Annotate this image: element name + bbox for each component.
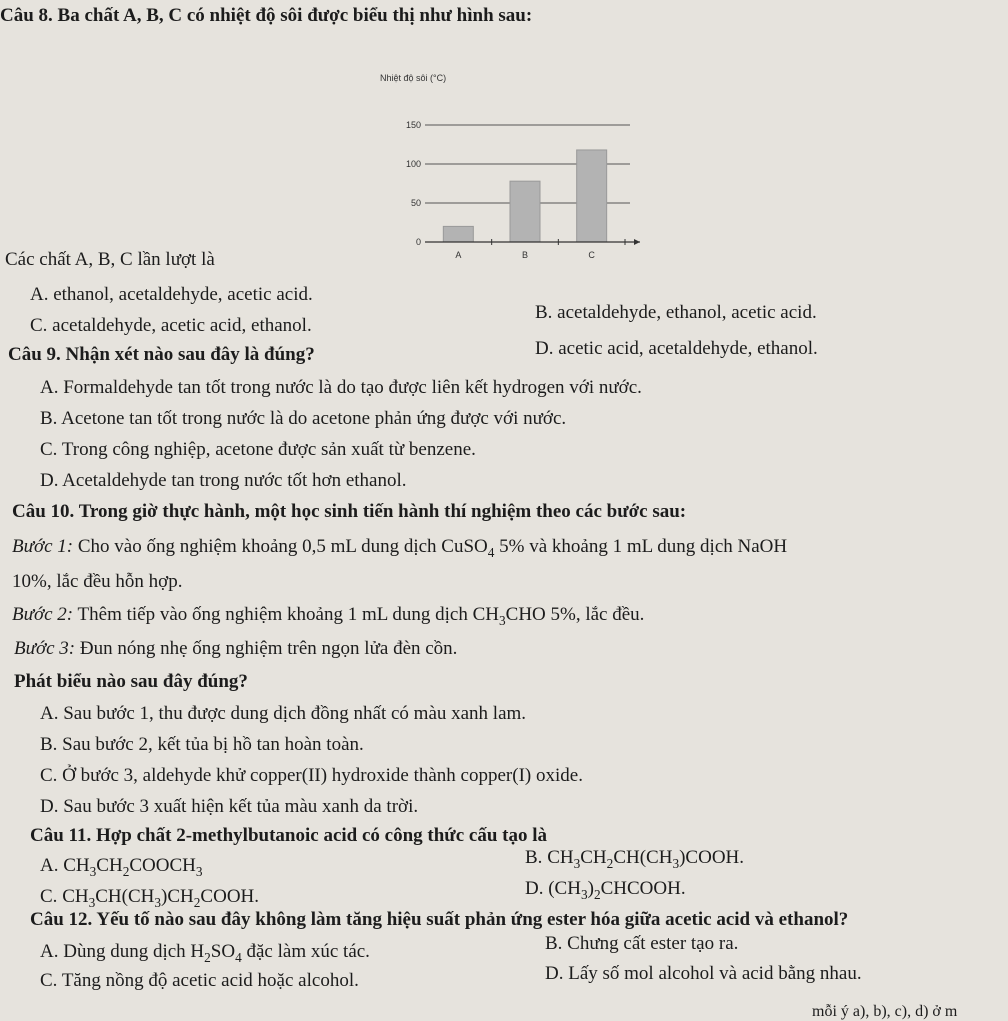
q8-lead: Các chất A, B, C lần lượt là — [5, 249, 215, 270]
formula-subscript: 3 — [154, 894, 162, 910]
q9-stem — [8, 345, 315, 366]
q11-formula-d — [548, 878, 686, 902]
q12-stem-text-b: làm tăng hiệu suất phản ứng ester hóa giữa acetic acid và ethanol? — [305, 909, 849, 930]
chart-ylabel: Nhiệt độ sôi (°C) — [380, 73, 447, 83]
q12-option-b: B. Chưng cất ester tạo ra. — [545, 933, 739, 954]
q11-option-b — [525, 848, 744, 871]
formula-subscript: 2 — [606, 855, 614, 871]
q10-step2-text-b: CHO 5%, lắc đều. — [505, 604, 645, 625]
formula-part: CH(CH — [613, 847, 673, 868]
q11-option-d-label: D. — [525, 878, 549, 899]
boiling-point-bar-chart — [355, 70, 655, 275]
q11-formula-a — [63, 855, 203, 879]
formula-subscript: 2 — [193, 894, 201, 910]
q10-option-c: C. Ở bước 3, aldehyde khử copper(II) hydroxide thành copper(I) oxide. — [40, 765, 583, 786]
formula-part: CH — [63, 855, 90, 876]
formula-subscript: 3 — [89, 863, 97, 879]
q9-option-c: C. Trong công nghiệp, acetone được sản xuất từ benzene. — [40, 439, 476, 460]
y-tick-label: 100 — [405, 159, 421, 169]
q11-formula-b — [547, 847, 745, 871]
q10-step1 — [12, 537, 787, 560]
formula-part: ) — [587, 878, 594, 899]
q12-option-a-text-c: đặc làm xúc tác. — [241, 941, 370, 962]
formula-part: CH — [96, 855, 123, 876]
q10-stem — [12, 502, 686, 523]
formula-part: CHCOOH. — [600, 878, 686, 899]
q12-option-a-text-b: SO — [210, 941, 236, 962]
q11-option-c-label: C. — [40, 886, 63, 907]
y-tick-label: 150 — [405, 120, 421, 130]
formula-subscript: 3 — [195, 863, 203, 879]
q10-option-a: A. Sau bước 1, thu được dung dịch đồng nhất có màu xanh lam. — [40, 703, 527, 724]
formula-subscript: 3 — [573, 855, 581, 871]
q12-stem — [30, 910, 848, 931]
q10-stem-text: Trong giờ thực hành, một học sinh tiến hành thí nghiệm theo các bước sau: — [74, 501, 687, 522]
q11-option-c — [40, 887, 259, 910]
q10-step1-label: Bước 1: — [12, 536, 74, 557]
q10-step1-cont: 10%, lắc đều hỗn hợp. — [12, 571, 183, 592]
formula-subscript: 3 — [580, 886, 588, 902]
y-tick-label: 0 — [415, 237, 421, 247]
chart-labels — [406, 120, 595, 260]
q10-step2-sub: 3 — [498, 612, 506, 628]
q10-step3-text: Đun nóng nhẹ ống nghiệm trên ngọn lửa đèn cồn. — [75, 638, 458, 659]
formula-part: CH — [580, 847, 607, 868]
formula-subscript: 3 — [672, 855, 680, 871]
q10-number: Câu 10. — [12, 501, 75, 522]
q11-option-a — [40, 856, 203, 879]
q9-option-d: D. Acetaldehyde tan trong nước tốt hơn ethanol. — [40, 470, 407, 491]
formula-part: CH — [547, 847, 574, 868]
formula-part: (CH — [548, 878, 581, 899]
q11-stem — [30, 826, 547, 847]
q12-stem-text-a: Yếu tố nào sau đây — [92, 909, 256, 930]
q12-number: Câu 12. — [30, 909, 93, 930]
q10-step2-text-a: Thêm tiếp vào ống nghiệm khoảng 1 mL dung dịch CH — [73, 604, 499, 625]
q8-option-a: A. ethanol, acetaldehyde, acetic acid. — [30, 284, 313, 305]
q9-option-b: B. Acetone tan tốt trong nước là do acetone phản ứng được với nước. — [40, 408, 567, 429]
q9-stem-text: Nhận xét nào sau đây là đúng? — [60, 344, 315, 365]
y-tick-label: 50 — [410, 198, 421, 208]
q8-stem-text: Ba chất A, B, C có nhiệt độ sôi được biểu thị như hình sau: — [52, 5, 533, 26]
formula-subscript: 2 — [593, 886, 601, 902]
q12-option-c: C. Tăng nồng độ acetic acid hoặc alcohol. — [40, 970, 359, 991]
formula-subscript: 2 — [122, 863, 130, 879]
formula-part: COOCH — [129, 855, 196, 876]
formula-part: CH — [62, 886, 89, 907]
q10-step2-label: Bước 2: — [12, 604, 74, 625]
q8-number: Câu 8. — [0, 5, 53, 26]
q10-step1-text-a: Cho vào ống nghiệm khoảng 0,5 mL dung dịch CuSO — [73, 536, 488, 557]
q11-option-d — [525, 879, 686, 902]
q12-option-a-sub1: 2 — [204, 949, 211, 965]
q12-option-d: D. Lấy số mol alcohol và acid bằng nhau. — [545, 963, 862, 984]
formula-part: CH(CH — [95, 886, 155, 907]
q12-option-a-sub2: 4 — [235, 949, 242, 965]
q11-option-b-label: B. — [525, 847, 548, 868]
q8-option-c: C. acetaldehyde, acetic acid, ethanol. — [30, 315, 312, 336]
q10-step3 — [14, 639, 457, 660]
q12-option-a — [40, 942, 370, 965]
bar — [510, 181, 540, 242]
q9-option-a: A. Formaldehyde tan tốt trong nước là do tạo được liên kết hydrogen với nước. — [40, 377, 642, 398]
q11-option-a-label: A. — [40, 855, 64, 876]
formula-part: COOH. — [200, 886, 260, 907]
q11-formula-c — [62, 886, 260, 910]
q10-step1-text-b: 5% và khoảng 1 mL dung dịch NaOH — [494, 536, 788, 557]
q10-question: Phát biểu nào sau đây đúng? — [14, 671, 248, 692]
x-axis-arrow — [634, 239, 640, 245]
x-tick-label: B — [521, 250, 529, 260]
q10-step1-sub: 4 — [487, 544, 495, 560]
q9-number: Câu 9. — [8, 344, 61, 365]
formula-part: )COOH. — [679, 847, 745, 868]
q10-step3-label: Bước 3: — [14, 638, 76, 659]
q8-option-b: B. acetaldehyde, ethanol, acetic acid. — [535, 302, 817, 323]
q10-step2 — [12, 605, 644, 628]
x-tick-label: A — [455, 250, 462, 260]
q10-option-d: D. Sau bước 3 xuất hiện kết tủa màu xanh da trời. — [40, 796, 419, 817]
bar — [443, 226, 473, 242]
formula-subscript: 3 — [88, 894, 96, 910]
q8-stem — [0, 6, 532, 27]
q12-stem-negation: không — [255, 909, 306, 930]
q8-option-d: D. acetic acid, acetaldehyde, ethanol. — [535, 338, 818, 359]
footer-fragment: mỗi ý a), b), c), d) ở m — [812, 1003, 958, 1020]
q12-option-a-text-a: A. Dùng dung dịch H — [40, 941, 205, 962]
x-tick-label: C — [588, 250, 595, 260]
q11-number: Câu 11. — [30, 825, 92, 846]
q10-option-b: B. Sau bước 2, kết tủa bị hồ tan hoàn toàn. — [40, 734, 364, 755]
q11-stem-text: Hợp chất 2-methylbutanoic acid có công thức cấu tạo là — [91, 825, 547, 846]
formula-part: )CH — [161, 886, 194, 907]
bar — [577, 150, 607, 242]
